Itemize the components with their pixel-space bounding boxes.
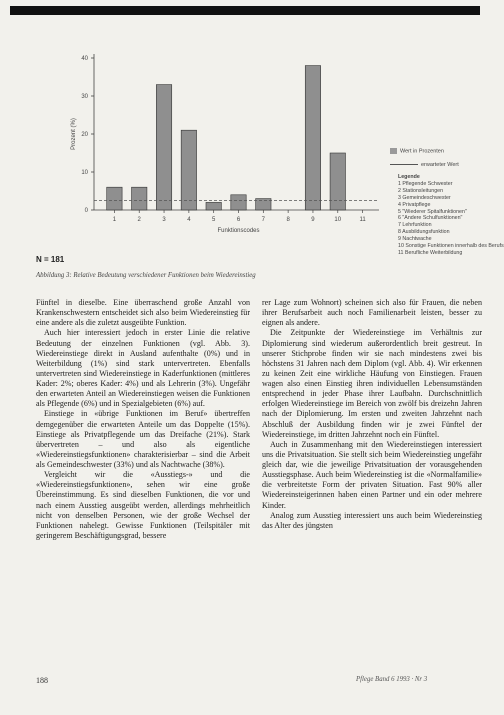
- code-legend-item: 2 Stationsleitungen: [398, 187, 444, 194]
- code-legend-item: 8 Ausbildungsfunktion: [398, 229, 450, 236]
- bar: [305, 66, 320, 210]
- header-bar: [10, 6, 480, 15]
- bar: [330, 153, 345, 210]
- paragraph: Einstiege in «übrige Funktionen im Beruf» übertreffen demgegenüber die erwarteten Anteile um das Doppelte (15%). Einstiege als Privatpflegende um das Dreifache (21%). Stark übervertreten – und also als eigentliche «Wiedereinstiegsfunktionen» charakterisierbar – sind die Arbeit als Gemeindeschwester (33%) und als Nachtwache (38%).: [36, 409, 250, 469]
- paragraph: Die Zeitpunkte der Wiedereinstiege im Verhältnis zur Diplomierung sind wiederum außerordentlich breit gestreut. In unserer Stichprobe finden wir sie nach mindestens zwei bis höchstens 31 Jahren nach dem Diplom (vgl. Abb. 4). Wir erkennen zu keinen Zeit eine wirkliche Häufung von Einstiegen. Frauen wagen also einen Einstieg ihren individuellen Lebensumständen entsprechend in jeder Phase ihrer Laufbahn. Durchschnittlich erfolgen Wiedereinstiege im Bereich von zwölf bis dreizehn Jahren nach der Diplomierung. Im ersten und zweiten Jahrzehnt nach Abschluß der Ausbildung finden wir je zwei Fünftel der Wiedereinstiege, im dritten Jahrzehnt noch ein Fünftel.: [262, 328, 482, 439]
- x-tick-label: 7: [261, 217, 265, 223]
- figure-caption: Abbildung 3: Relative Bedeutung verschiedener Funktionen beim Wiedereinstieg: [36, 272, 256, 279]
- bar: [256, 199, 271, 210]
- code-legend-item: 11 Berufliche Weiterbildung: [398, 249, 463, 256]
- y-tick-label: 40: [81, 56, 88, 62]
- x-tick-label: 9: [311, 217, 315, 223]
- bar: [107, 187, 122, 210]
- code-legend-item: 6 "Andere Schulfunktionen": [398, 215, 463, 222]
- text-column-left: [36, 298, 250, 541]
- x-tick-label: 5: [212, 217, 216, 223]
- code-legend-item: 3 Gemeindeschwester: [398, 194, 451, 201]
- legend-bar-label: Wert in Prozenten: [400, 148, 444, 155]
- text-column-right: [262, 298, 482, 531]
- bar: [206, 202, 221, 210]
- sample-size-label: N = 181: [36, 255, 65, 264]
- page-number: 188: [36, 676, 48, 685]
- bar: [231, 195, 246, 210]
- legend-bar-entry: [390, 148, 444, 154]
- x-tick-label: 10: [334, 217, 342, 223]
- bar: [156, 85, 171, 210]
- x-tick-label: 3: [162, 217, 166, 223]
- legend-line-label: erwarteter Wert: [421, 162, 459, 168]
- bar: [181, 130, 196, 210]
- paragraph: Analog zum Ausstieg interessiert uns auch beim Wiedereinstieg das Alter des jüngsten: [262, 510, 482, 530]
- bar: [132, 187, 147, 210]
- x-tick-label: 8: [286, 217, 290, 223]
- y-tick-label: 10: [81, 170, 88, 176]
- paragraph: rer Lage zum Wohnort) scheinen sich also für Frauen, die neben ihrer Berufsarbeit auch noch Familienarbeit leisten, besser zu eignen als andere.: [262, 298, 482, 328]
- y-tick-label: 20: [81, 132, 88, 138]
- code-legend-item: 7 Lehrfunktion: [398, 222, 432, 229]
- x-tick-label: 11: [359, 217, 366, 223]
- code-legend-title: Legende: [398, 174, 420, 180]
- paragraph: Vergleicht wir die «Ausstiegs-» und die «Wiedereinstiegsfunktionen», sehen wir eine große Übereinstimmung. Es sind dieselben Funktionen, die vor und nach einem Ausstieg ausgeübt werden, allerdings mehrheitlich nicht von denselben Personen, wie der große Wechsel der Funktionen nahelegt. Gewisse Funktionen (Teilspitäler mit geringerem Beschäftigungsgrad, bessere: [36, 470, 250, 540]
- code-legend-item: 9 Nachtwache: [398, 236, 432, 243]
- code-legend-item: 5 "Wiederer Spitalfunktionen": [398, 208, 467, 215]
- paragraph: Auch hier interessiert jedoch in erster Linie die relative Bedeutung der einzelnen Funktionen (vgl. Abb. 3). Wiedereinstiege direkt in Ausland aufenthalte (0%) und in Weiterbildung (1%) sind stark untervertreten. Ebenfalls untervertreten sind Wiedereinstiege in Kaderfunktionen (mittleres Kader: 2%; oberes Kader: 4%) und als Lehrerin (3%). Ungefähr den erwarteten Anteil an Wiedereinstiegen weisen die Funktionen als Pflegende (6%) und in Spezialgebieten (6%) auf.: [36, 328, 250, 409]
- code-legend-item: 4 Privatpflege: [398, 201, 431, 208]
- legend-bar-swatch: [390, 148, 397, 154]
- x-tick-label: 4: [187, 217, 191, 223]
- x-tick-label: 6: [236, 217, 241, 223]
- x-tick-label: 2: [137, 217, 141, 223]
- code-legend-items: [398, 180, 504, 257]
- y-tick-label: 0: [84, 208, 88, 214]
- legend-line-entry: [390, 162, 459, 168]
- figure: [0, 40, 504, 290]
- x-tick-label: 1: [112, 217, 117, 223]
- y-tick-label: 30: [81, 94, 88, 100]
- paragraph: Auch in Zusammenhang mit den Wiedereinstiegen interessiert uns die Privatsituation. Sie stellt sich beim Wiedereinstieg ungefähr gleich dar, wie die jeweilige Privatsituation der vorausgehenden Ausstiegsphase. Auch beim Wiedereinstieg ist die «Normalfamilie» die verbreitetste Form der privaten Situation. Fast 90% aller Wiedereinsteigerinnen haben einen Partner und ein oder mehrere Kinder.: [262, 439, 482, 510]
- code-legend-item: 1 Pflegende Schwester: [398, 180, 453, 187]
- journal-reference: Pflege Band 6 1993 · Nr 3: [356, 676, 428, 683]
- code-legend: [398, 174, 504, 257]
- paragraph: Fünftel in dieselbe. Eine überraschend große Anzahl von Krankenschwestern entscheidet sich also beim Wiedereinstieg für eine andere als die zuletzt ausgeübte Funktion.: [36, 298, 250, 328]
- x-axis-label: Funktionscodes: [217, 228, 260, 234]
- code-legend-item: 10 Sonstige Funktionen innerhalb des Berufs: [398, 243, 504, 250]
- y-axis-label: Prozent (%): [71, 118, 77, 150]
- legend-line-swatch: [390, 164, 418, 165]
